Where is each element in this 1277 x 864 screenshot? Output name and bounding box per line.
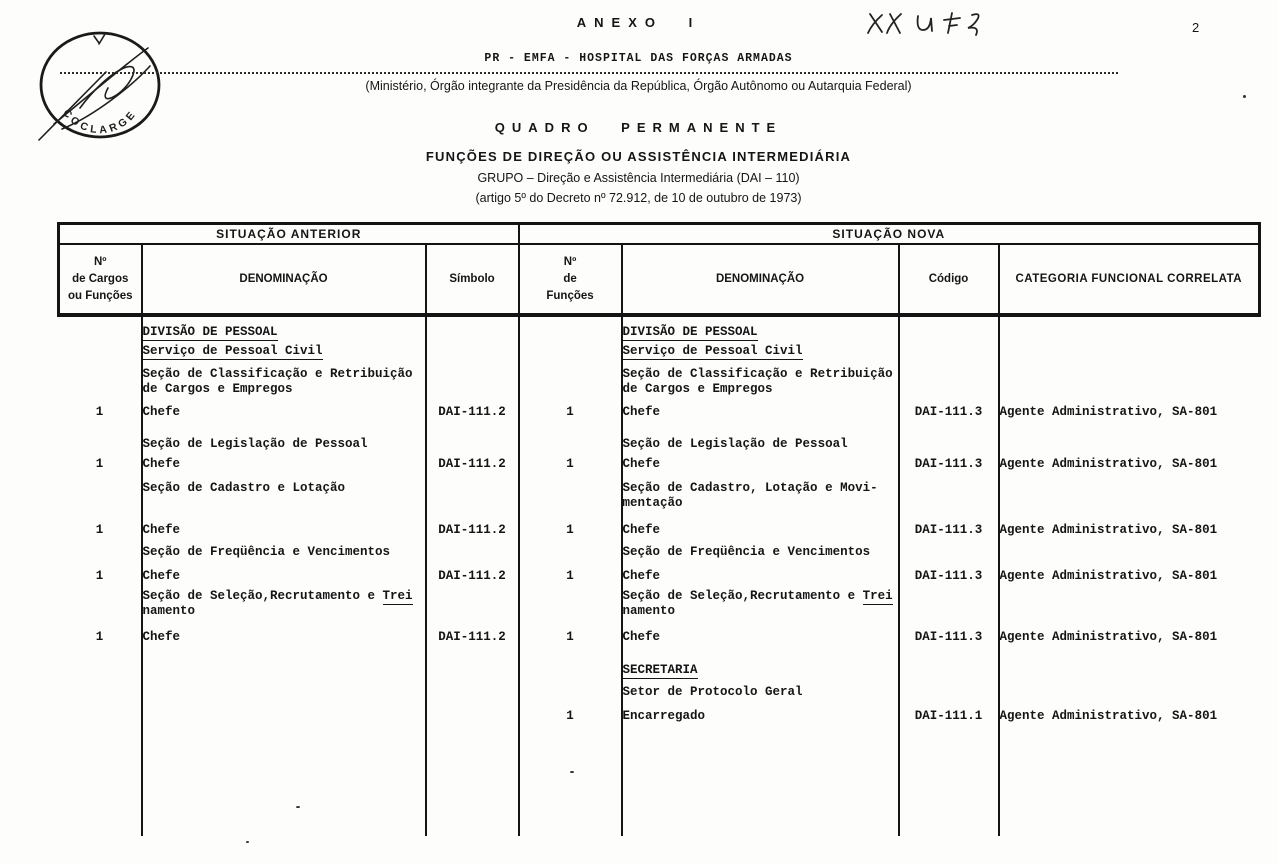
table-cell: Chefe (622, 399, 899, 423)
column-header: Símbolo (426, 244, 519, 315)
column-header: Nº de Cargos ou Funções (59, 244, 142, 315)
table-cell: DIVISÃO DE PESSOAL (622, 315, 899, 340)
table-cell (426, 585, 519, 625)
table-cell (426, 703, 519, 727)
table-body (59, 315, 1260, 836)
table-cell: DAI-111.3 (899, 519, 999, 541)
table-cell (999, 423, 1260, 453)
table-cell (899, 340, 999, 362)
stamp-text: COCLARGE (60, 107, 140, 137)
table-row (59, 703, 1260, 727)
dotted-separator (60, 62, 1118, 74)
group-header-row (59, 224, 1260, 245)
table-cell (142, 651, 426, 681)
column-header: CATEGORIA FUNCIONAL CORRELATA (999, 244, 1260, 315)
table-cell (426, 362, 519, 399)
table-cell (519, 585, 622, 625)
table-cell (999, 362, 1260, 399)
table-cell: Setor de Protocolo Geral (622, 681, 899, 703)
table-cell (59, 541, 142, 563)
table-row (59, 475, 1260, 519)
scan-noise-dot (296, 806, 300, 808)
table-cell: 1 (519, 399, 622, 423)
quadro-table (57, 222, 1261, 836)
table-cell (519, 315, 622, 340)
table-cell: Agente Administrativo, SA-801 (999, 405, 1218, 419)
table-cell: Chefe (622, 563, 899, 585)
table-cell: 1 (59, 625, 142, 651)
table-cell (999, 340, 1260, 362)
table-cell: 1 (59, 519, 142, 541)
scan-noise-dot (246, 841, 249, 843)
table-row (59, 563, 1260, 585)
table-cell (622, 727, 899, 836)
table-row (59, 651, 1260, 681)
subtitle-functions: FUNÇÕES DE DIREÇÃO OU ASSISTÊNCIA INTERMEDIÁRIA (425, 149, 852, 164)
table-cell: DAI-111.1 (899, 703, 999, 727)
table-cell: Seção de Cadastro, Lotação e Movi- mentação (622, 475, 899, 519)
table-cell: Chefe (142, 453, 426, 475)
table-cell (59, 362, 142, 399)
table-cell (426, 681, 519, 703)
table-cell (59, 340, 142, 362)
subtitle-decree: (artigo 5º do Decreto nº 72.912, de 10 de outubro de 1973) (475, 191, 802, 205)
table-cell (899, 475, 999, 519)
column-header-row (59, 244, 1260, 315)
table-cell (519, 340, 622, 362)
column-header: DENOMINAÇÃO (622, 244, 899, 315)
table-cell: Serviço de Pessoal Civil (142, 340, 426, 362)
table-cell: DAI-111.2 (426, 453, 519, 475)
table-cell: DAI-111.3 (899, 625, 999, 651)
table-cell (59, 681, 142, 703)
table-cell: DAI-111.2 (426, 625, 519, 651)
column-header: Código (899, 244, 999, 315)
table-row (59, 362, 1260, 399)
table-cell: 1 (519, 563, 622, 585)
table-row (59, 585, 1260, 625)
annex-title: ANEXO I (576, 15, 701, 30)
table-cell (999, 585, 1260, 625)
table-cell (59, 703, 142, 727)
table-cell: Agente Administrativo, SA-801 (999, 523, 1218, 537)
table-cell (999, 651, 1260, 681)
table-cell: Agente Administrativo, SA-801 (999, 457, 1218, 471)
column-header: Nº de Funções (519, 244, 622, 315)
table-cell: 1 (59, 453, 142, 475)
table-row (59, 727, 1260, 836)
table-row (59, 315, 1260, 340)
table-cell (899, 681, 999, 703)
table-cell (59, 315, 142, 340)
column-header: DENOMINAÇÃO (142, 244, 426, 315)
table-cell: Seção de Seleção,Recrutamento e Trei namento (142, 585, 426, 625)
table-cell (899, 541, 999, 563)
table-cell: DAI-111.3 (899, 563, 999, 585)
table-cell: 1 (59, 563, 142, 585)
table-cell (426, 423, 519, 453)
table-cell (426, 475, 519, 519)
table-cell: 1 (519, 519, 622, 541)
table-cell (426, 541, 519, 563)
doc-title: QUADRO PERMANENTE (494, 120, 783, 135)
table-cell (426, 651, 519, 681)
table-cell: DAI-111.3 (899, 399, 999, 423)
table-cell: Chefe (142, 519, 426, 541)
table-cell: Seção de Classificação e Retribuição de Cargos e Empregos (622, 362, 899, 399)
table-cell (899, 727, 999, 836)
table-cell (899, 315, 999, 340)
table-cell (519, 681, 622, 703)
org-line: PR - EMFA - HOSPITAL DAS FORÇAS ARMADAS (484, 52, 793, 65)
table-cell (999, 315, 1260, 340)
table-cell (142, 727, 426, 836)
table-cell: Chefe (622, 453, 899, 475)
table-cell: Seção de Cadastro e Lotação (142, 475, 426, 519)
table-cell (519, 362, 622, 399)
table-row (59, 625, 1260, 651)
table-cell: Agente Administrativo, SA-801 (999, 630, 1218, 644)
scan-noise-dot (1243, 95, 1246, 98)
table-cell: DIVISÃO DE PESSOAL (142, 315, 426, 340)
table-cell (142, 703, 426, 727)
table-cell: Chefe (142, 563, 426, 585)
table-cell: SECRETARIA (622, 651, 899, 681)
table-cell: DAI-111.2 (426, 563, 519, 585)
table-cell (899, 585, 999, 625)
subtitle-group: GRUPO – Direção e Assistência Intermediária (DAI – 110) (477, 171, 800, 185)
table-cell: Seção de Legislação de Pessoal (142, 423, 426, 453)
group-header-anterior: SITUAÇÃO ANTERIOR (59, 224, 519, 245)
table-cell (519, 727, 622, 836)
table-cell (519, 541, 622, 563)
table-row (59, 681, 1260, 703)
table-cell (999, 541, 1260, 563)
table-cell: Seção de Freqüência e Vencimentos (622, 541, 899, 563)
table-cell (999, 475, 1260, 519)
table-cell (999, 681, 1260, 703)
org-caption: (Ministério, Órgão integrante da Presidência da República, Órgão Autônomo ou Autarquia Federal) (365, 79, 912, 93)
table-cell: Agente Administrativo, SA-801 (999, 569, 1218, 583)
table-cell (59, 727, 142, 836)
table-cell: Serviço de Pessoal Civil (622, 340, 899, 362)
table-cell: 1 (59, 399, 142, 423)
page-number: 2 (1192, 20, 1200, 35)
table-cell (519, 651, 622, 681)
table-cell (519, 423, 622, 453)
table-cell: 1 (519, 625, 622, 651)
table-cell: DAI-111.2 (426, 519, 519, 541)
table-cell (59, 475, 142, 519)
table-cell: Seção de Legislação de Pessoal (622, 423, 899, 453)
table-cell (142, 681, 426, 703)
table-row (59, 453, 1260, 475)
table-cell (426, 340, 519, 362)
table-cell: Agente Administrativo, SA-801 (999, 709, 1218, 723)
table-cell (426, 315, 519, 340)
table-cell (59, 585, 142, 625)
table-cell (899, 423, 999, 453)
table-row (59, 541, 1260, 563)
table-row (59, 519, 1260, 541)
table-cell (899, 362, 999, 399)
table-cell: Chefe (622, 519, 899, 541)
table-cell: Chefe (142, 399, 426, 423)
table-cell (59, 651, 142, 681)
table-cell: DAI-111.3 (899, 453, 999, 475)
table-cell: 1 (519, 453, 622, 475)
table-cell (59, 423, 142, 453)
table-cell: Chefe (142, 625, 426, 651)
table-cell: Chefe (622, 625, 899, 651)
table-cell (999, 727, 1260, 836)
table-row (59, 340, 1260, 362)
table-cell: Seção de Classificação e Retribuição de Cargos e Empregos (142, 362, 426, 399)
table-cell (899, 651, 999, 681)
table-cell: Seção de Seleção,Recrutamento e Trei namento (622, 585, 899, 625)
table-row (59, 423, 1260, 453)
table-row (59, 399, 1260, 423)
table-cell: 1 (519, 703, 622, 727)
group-header-nova: SITUAÇÃO NOVA (519, 224, 1260, 245)
table-cell: DAI-111.2 (426, 399, 519, 423)
table-cell: Seção de Freqüência e Vencimentos (142, 541, 426, 563)
table-cell (426, 727, 519, 836)
table-cell: Encarregado (622, 703, 899, 727)
scan-noise-dot (570, 771, 574, 773)
table-cell (519, 475, 622, 519)
